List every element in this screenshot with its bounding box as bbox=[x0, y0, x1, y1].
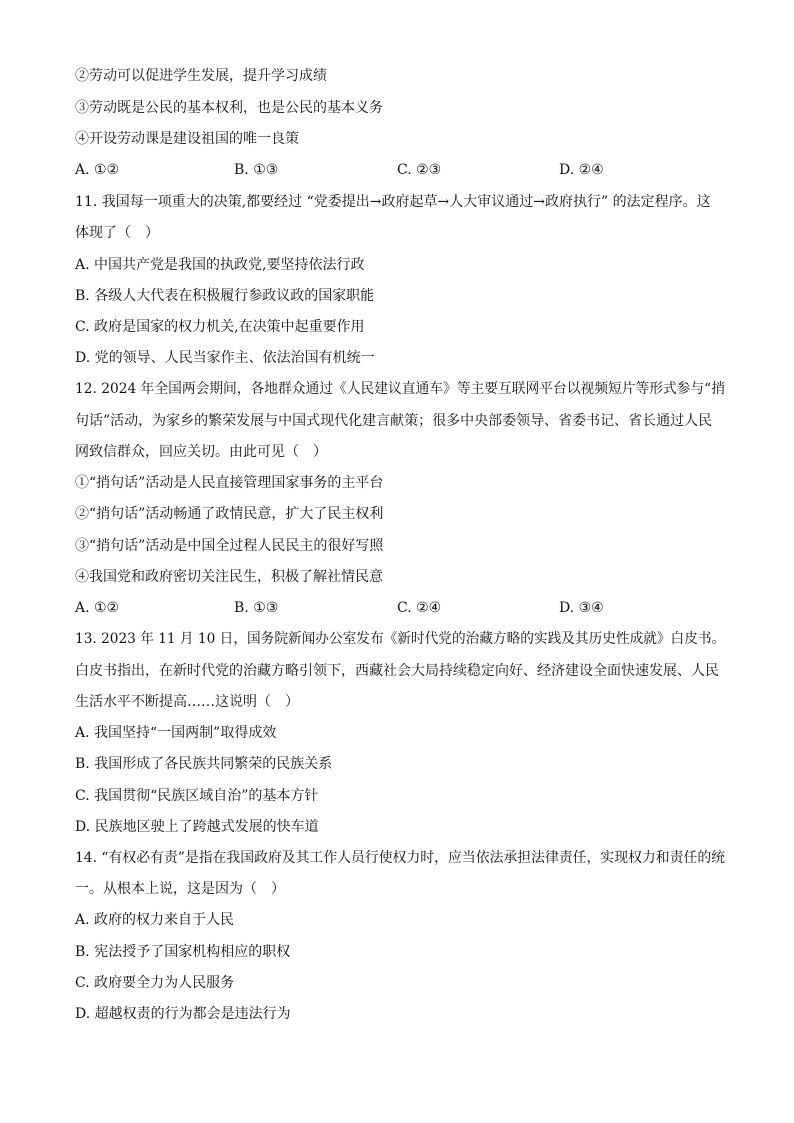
q12-stem-line-3: 网致信群众，回应关切。由此可见（ ） bbox=[75, 444, 327, 460]
q13-stem-line-1: 13. 2023 年 11 月 10 日，国务院新闻办公室发布《新时代党的治藏方略的实践及其历史性成就》白皮书。 bbox=[75, 631, 726, 647]
q14-option-b: B. 宪法授予了国家机构相应的职权 bbox=[75, 944, 291, 960]
q13-stem-line-2: 白皮书指出，在新时代党的治藏方略引领下，西藏社会大局持续稳定向好、经济建设全面快速发展、人民 bbox=[75, 663, 719, 679]
q10-statement-2: ②劳动可以促进学生发展，提升学习成绩 bbox=[75, 68, 327, 84]
q10-statement-4: ④开设劳动课是建设祖国的唯一良策 bbox=[75, 131, 299, 147]
q14-option-a: A. 政府的权力来自于人民 bbox=[75, 912, 235, 928]
q10-statement-3: ③劳动既是公民的基本权利，也是公民的基本义务 bbox=[75, 100, 383, 116]
q10-option-c: C. ②③ bbox=[397, 162, 442, 178]
q13-option-b: B. 我国形成了各民族共同繁荣的民族关系 bbox=[75, 756, 333, 772]
q12-option-d: D. ③④ bbox=[559, 600, 604, 616]
q13-option-c: C. 我国贯彻“民族区域自治”的基本方针 bbox=[75, 788, 319, 804]
q12-stem-line-1: 12. 2024 年全国两会期间，各地群众通过《人民建议直通车》等主要互联网平台以视频短片等形式参与“捎 bbox=[75, 381, 725, 397]
q12-statement-1: ①“捎句话”活动是人民直接管理国家事务的主平台 bbox=[75, 475, 384, 491]
q12-statement-4: ④我国党和政府密切关注民生，积极了解社情民意 bbox=[75, 569, 383, 585]
q10-option-a: A. ①② bbox=[75, 162, 120, 178]
q14-stem-line-1: 14. “有权必有责”是指在我国政府及其工作人员行使权力时，应当依法承担法律责任，实现权力和责任的统 bbox=[75, 850, 726, 866]
q12-options bbox=[75, 598, 725, 618]
q11-stem-line-1: 11. 我国每一项重大的决策,都要经过 “党委提出→政府起草→人大审议通过→政府执行” 的法定程序。这 bbox=[75, 194, 711, 210]
q13-option-d: D. 民族地区驶上了跨越式发展的快车道 bbox=[75, 819, 319, 835]
q14-option-d: D. 超越权责的行为都会是违法行为 bbox=[75, 1006, 291, 1022]
q10-options bbox=[75, 160, 725, 180]
q14-stem-line-2: 一。从根本上说，这是因为（ ） bbox=[75, 881, 285, 897]
q13-stem-line-3: 生活水平不断提高……这说明（ ） bbox=[75, 694, 299, 710]
q11-option-b: B. 各级人大代表在积极履行参政议政的国家职能 bbox=[75, 288, 375, 304]
q10-option-d: D. ②④ bbox=[559, 162, 604, 178]
q14-option-c: C. 政府要全力为人民服务 bbox=[75, 975, 235, 991]
q10-option-b: B. ①③ bbox=[234, 162, 279, 178]
q11-option-a: A. 中国共产党是我国的执政党,要坚持依法行政 bbox=[75, 257, 365, 273]
q12-statement-3: ③“捎句话”活动是中国全过程人民民主的很好写照 bbox=[75, 538, 384, 554]
q12-option-a: A. ①② bbox=[75, 600, 120, 616]
q12-statement-2: ②“捎句话”活动畅通了政情民意，扩大了民主权利 bbox=[75, 506, 384, 522]
q12-stem-line-2: 句话”活动，为家乡的繁荣发展与中国式现代化建言献策；很多中央部委领导、省委书记、省长通过人民 bbox=[75, 413, 713, 429]
q11-stem-line-2: 体现了（ ） bbox=[75, 225, 159, 241]
q11-option-c: C. 政府是国家的权力机关,在决策中起重要作用 bbox=[75, 319, 365, 335]
q12-option-b: B. ①③ bbox=[234, 600, 279, 616]
q12-option-c: C. ②④ bbox=[397, 600, 442, 616]
q11-option-d: D. 党的领导、人民当家作主、依法治国有机统一 bbox=[75, 350, 375, 366]
q13-option-a: A. 我国坚持“一国两制”取得成效 bbox=[75, 725, 277, 741]
